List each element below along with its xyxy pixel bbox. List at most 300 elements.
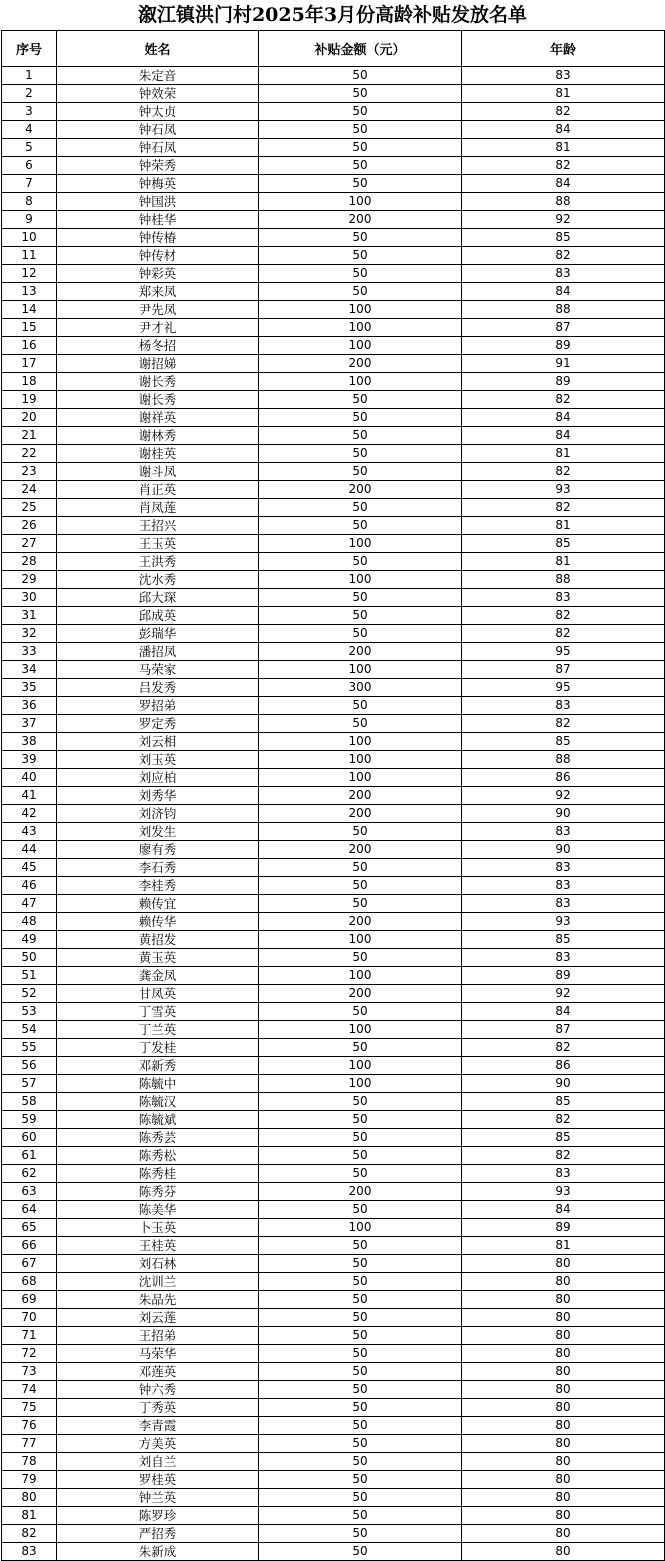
serial-cell: 30 [2, 589, 57, 607]
amount-cell: 50 [259, 445, 462, 463]
amount-cell: 50 [259, 1003, 462, 1021]
age-cell: 81 [462, 85, 665, 103]
age-cell: 90 [462, 1075, 665, 1093]
amount-cell: 50 [259, 1453, 462, 1471]
amount-cell: 50 [259, 517, 462, 535]
amount-cell: 100 [259, 1057, 462, 1075]
name-cell: 罗桂英 [57, 1471, 259, 1489]
name-cell: 甘凤英 [57, 985, 259, 1003]
amount-cell: 50 [259, 859, 462, 877]
table-row [2, 1255, 665, 1273]
name-cell: 邓莲英 [57, 1363, 259, 1381]
name-cell: 肖凤莲 [57, 499, 259, 517]
serial-cell: 3 [2, 103, 57, 121]
table-row [2, 733, 665, 751]
amount-cell: 50 [259, 1327, 462, 1345]
amount-cell: 50 [259, 1111, 462, 1129]
age-cell: 91 [462, 355, 665, 373]
age-cell: 83 [462, 265, 665, 283]
amount-cell: 200 [259, 985, 462, 1003]
serial-cell: 15 [2, 319, 57, 337]
serial-cell: 67 [2, 1255, 57, 1273]
age-cell: 82 [462, 625, 665, 643]
age-cell: 80 [462, 1291, 665, 1309]
age-cell: 80 [462, 1543, 665, 1561]
table-row [2, 859, 665, 877]
amount-cell: 50 [259, 1525, 462, 1543]
table-row [2, 931, 665, 949]
table-row [2, 1489, 665, 1507]
amount-cell: 100 [259, 733, 462, 751]
document-title: 溆江镇洪门村2025年3月份高龄补贴发放名单 [137, 4, 528, 26]
table-row [2, 1165, 665, 1183]
table-row [2, 319, 665, 337]
age-cell: 85 [462, 931, 665, 949]
table-row [2, 1093, 665, 1111]
age-cell: 90 [462, 805, 665, 823]
serial-cell: 41 [2, 787, 57, 805]
table-row [2, 1471, 665, 1489]
table-row [2, 481, 665, 499]
serial-cell: 6 [2, 157, 57, 175]
name-cell: 丁雪英 [57, 1003, 259, 1021]
age-cell: 84 [462, 121, 665, 139]
name-cell: 朱定音 [57, 67, 259, 85]
name-cell: 罗招弟 [57, 697, 259, 715]
serial-cell: 45 [2, 859, 57, 877]
table-row [2, 1435, 665, 1453]
age-cell: 95 [462, 679, 665, 697]
amount-cell: 50 [259, 1417, 462, 1435]
name-cell: 刘秀华 [57, 787, 259, 805]
table-row [2, 139, 665, 157]
age-cell: 82 [462, 607, 665, 625]
serial-cell: 33 [2, 643, 57, 661]
name-cell: 谢桂英 [57, 445, 259, 463]
amount-cell: 50 [259, 823, 462, 841]
amount-cell: 50 [259, 1147, 462, 1165]
table-row [2, 427, 665, 445]
table-row [2, 229, 665, 247]
age-cell: 93 [462, 913, 665, 931]
age-cell: 84 [462, 283, 665, 301]
name-cell: 罗定秀 [57, 715, 259, 733]
serial-cell: 4 [2, 121, 57, 139]
table-row [2, 805, 665, 823]
serial-cell: 83 [2, 1543, 57, 1561]
table-row [2, 1147, 665, 1165]
serial-cell: 18 [2, 373, 57, 391]
table-row [2, 877, 665, 895]
table-row [2, 1219, 665, 1237]
serial-cell: 81 [2, 1507, 57, 1525]
serial-cell: 77 [2, 1435, 57, 1453]
table-row [2, 679, 665, 697]
serial-cell: 43 [2, 823, 57, 841]
header-name: 姓名 [57, 31, 259, 67]
amount-cell: 100 [259, 319, 462, 337]
serial-cell: 19 [2, 391, 57, 409]
amount-cell: 200 [259, 913, 462, 931]
age-cell: 81 [462, 445, 665, 463]
table-row [2, 1399, 665, 1417]
serial-cell: 35 [2, 679, 57, 697]
age-cell: 83 [462, 589, 665, 607]
table-row [2, 121, 665, 139]
table-row [2, 751, 665, 769]
age-cell: 84 [462, 1003, 665, 1021]
serial-cell: 57 [2, 1075, 57, 1093]
table-row [2, 391, 665, 409]
serial-cell: 27 [2, 535, 57, 553]
amount-cell: 50 [259, 499, 462, 517]
name-cell: 严招秀 [57, 1525, 259, 1543]
age-cell: 80 [462, 1309, 665, 1327]
amount-cell: 100 [259, 751, 462, 769]
serial-cell: 48 [2, 913, 57, 931]
name-cell: 李桂秀 [57, 877, 259, 895]
serial-cell: 52 [2, 985, 57, 1003]
amount-cell: 50 [259, 229, 462, 247]
age-cell: 80 [462, 1489, 665, 1507]
serial-cell: 62 [2, 1165, 57, 1183]
table-row [2, 787, 665, 805]
name-cell: 钟六秀 [57, 1381, 259, 1399]
amount-cell: 200 [259, 481, 462, 499]
serial-cell: 42 [2, 805, 57, 823]
table-row [2, 697, 665, 715]
name-cell: 潘招凤 [57, 643, 259, 661]
name-cell: 刘应柏 [57, 769, 259, 787]
serial-cell: 59 [2, 1111, 57, 1129]
table-row [2, 661, 665, 679]
name-cell: 钟荣秀 [57, 157, 259, 175]
name-cell: 刘济钧 [57, 805, 259, 823]
serial-cell: 82 [2, 1525, 57, 1543]
name-cell: 刘发生 [57, 823, 259, 841]
age-cell: 87 [462, 661, 665, 679]
serial-cell: 40 [2, 769, 57, 787]
subsidy-table [1, 30, 665, 1561]
table-row [2, 211, 665, 229]
age-cell: 80 [462, 1273, 665, 1291]
age-cell: 83 [462, 67, 665, 85]
name-cell: 钟太贞 [57, 103, 259, 121]
name-cell: 郑来凤 [57, 283, 259, 301]
serial-cell: 51 [2, 967, 57, 985]
table-row [2, 535, 665, 553]
amount-cell: 200 [259, 787, 462, 805]
serial-cell: 32 [2, 625, 57, 643]
table-row [2, 1111, 665, 1129]
name-cell: 丁发桂 [57, 1039, 259, 1057]
table-row [2, 1507, 665, 1525]
name-cell: 谢斗凤 [57, 463, 259, 481]
serial-cell: 73 [2, 1363, 57, 1381]
age-cell: 81 [462, 1237, 665, 1255]
name-cell: 赖传华 [57, 913, 259, 931]
table-row [2, 175, 665, 193]
age-cell: 82 [462, 247, 665, 265]
name-cell: 邱大琛 [57, 589, 259, 607]
name-cell: 尹先凤 [57, 301, 259, 319]
table-row [2, 517, 665, 535]
age-cell: 81 [462, 139, 665, 157]
amount-cell: 50 [259, 427, 462, 445]
age-cell: 82 [462, 1039, 665, 1057]
age-cell: 80 [462, 1327, 665, 1345]
amount-cell: 50 [259, 1507, 462, 1525]
amount-cell: 50 [259, 1039, 462, 1057]
age-cell: 92 [462, 985, 665, 1003]
table-row [2, 355, 665, 373]
serial-cell: 20 [2, 409, 57, 427]
name-cell: 陈秀芬 [57, 1183, 259, 1201]
name-cell: 马荣家 [57, 661, 259, 679]
table-row [2, 157, 665, 175]
table-row [2, 103, 665, 121]
table-row [2, 409, 665, 427]
name-cell: 钟梅英 [57, 175, 259, 193]
serial-cell: 54 [2, 1021, 57, 1039]
table-row [2, 895, 665, 913]
table-row [2, 265, 665, 283]
age-cell: 87 [462, 1021, 665, 1039]
name-cell: 钟石凤 [57, 139, 259, 157]
name-cell: 王玉英 [57, 535, 259, 553]
table-row [2, 463, 665, 481]
name-cell: 吕发秀 [57, 679, 259, 697]
table-row [2, 1291, 665, 1309]
age-cell: 80 [462, 1363, 665, 1381]
serial-cell: 70 [2, 1309, 57, 1327]
name-cell: 陈毓汉 [57, 1093, 259, 1111]
name-cell: 王招弟 [57, 1327, 259, 1345]
serial-cell: 75 [2, 1399, 57, 1417]
amount-cell: 100 [259, 571, 462, 589]
age-cell: 83 [462, 877, 665, 895]
header-subsidy-amount: 补贴金额（元） [259, 31, 462, 67]
amount-cell: 50 [259, 67, 462, 85]
amount-cell: 200 [259, 805, 462, 823]
serial-cell: 7 [2, 175, 57, 193]
name-cell: 邓新秀 [57, 1057, 259, 1075]
name-cell: 钟国洪 [57, 193, 259, 211]
age-cell: 84 [462, 175, 665, 193]
age-cell: 80 [462, 1471, 665, 1489]
age-cell: 80 [462, 1381, 665, 1399]
amount-cell: 50 [259, 409, 462, 427]
amount-cell: 50 [259, 157, 462, 175]
name-cell: 尹才礼 [57, 319, 259, 337]
name-cell: 钟传材 [57, 247, 259, 265]
serial-cell: 22 [2, 445, 57, 463]
amount-cell: 200 [259, 1183, 462, 1201]
serial-cell: 76 [2, 1417, 57, 1435]
table-row [2, 1075, 665, 1093]
age-cell: 84 [462, 427, 665, 445]
serial-cell: 24 [2, 481, 57, 499]
amount-cell: 50 [259, 1129, 462, 1147]
serial-cell: 44 [2, 841, 57, 859]
age-cell: 83 [462, 949, 665, 967]
age-cell: 81 [462, 517, 665, 535]
age-cell: 92 [462, 211, 665, 229]
age-cell: 93 [462, 1183, 665, 1201]
serial-cell: 11 [2, 247, 57, 265]
age-cell: 93 [462, 481, 665, 499]
serial-cell: 63 [2, 1183, 57, 1201]
table-row [2, 1453, 665, 1471]
amount-cell: 50 [259, 607, 462, 625]
table-row [2, 1417, 665, 1435]
name-cell: 谢祥英 [57, 409, 259, 427]
serial-cell: 12 [2, 265, 57, 283]
age-cell: 86 [462, 769, 665, 787]
age-cell: 86 [462, 1057, 665, 1075]
name-cell: 陈美华 [57, 1201, 259, 1219]
amount-cell: 50 [259, 1381, 462, 1399]
serial-cell: 1 [2, 67, 57, 85]
serial-cell: 25 [2, 499, 57, 517]
serial-cell: 8 [2, 193, 57, 211]
amount-cell: 50 [259, 121, 462, 139]
serial-cell: 80 [2, 1489, 57, 1507]
amount-cell: 50 [259, 1165, 462, 1183]
serial-cell: 61 [2, 1147, 57, 1165]
table-row [2, 1543, 665, 1561]
amount-cell: 50 [259, 697, 462, 715]
name-cell: 钟兰英 [57, 1489, 259, 1507]
serial-cell: 28 [2, 553, 57, 571]
name-cell: 谢林秀 [57, 427, 259, 445]
amount-cell: 200 [259, 643, 462, 661]
header-serial-number: 序号 [2, 31, 57, 67]
amount-cell: 50 [259, 1471, 462, 1489]
age-cell: 80 [462, 1399, 665, 1417]
name-cell: 王桂英 [57, 1237, 259, 1255]
serial-cell: 37 [2, 715, 57, 733]
amount-cell: 50 [259, 247, 462, 265]
table-row [2, 1363, 665, 1381]
amount-cell: 100 [259, 535, 462, 553]
name-cell: 丁秀英 [57, 1399, 259, 1417]
amount-cell: 50 [259, 1237, 462, 1255]
age-cell: 80 [462, 1255, 665, 1273]
name-cell: 龚金凤 [57, 967, 259, 985]
serial-cell: 26 [2, 517, 57, 535]
amount-cell: 100 [259, 661, 462, 679]
name-cell: 李石秀 [57, 859, 259, 877]
table-row [2, 913, 665, 931]
name-cell: 朱新成 [57, 1543, 259, 1561]
age-cell: 80 [462, 1345, 665, 1363]
age-cell: 83 [462, 859, 665, 877]
name-cell: 朱品先 [57, 1291, 259, 1309]
age-cell: 82 [462, 499, 665, 517]
name-cell: 马荣华 [57, 1345, 259, 1363]
name-cell: 沈训兰 [57, 1273, 259, 1291]
amount-cell: 50 [259, 1093, 462, 1111]
table-row [2, 949, 665, 967]
name-cell: 黄玉英 [57, 949, 259, 967]
amount-cell: 200 [259, 841, 462, 859]
name-cell: 陈秀松 [57, 1147, 259, 1165]
age-cell: 89 [462, 1219, 665, 1237]
amount-cell: 100 [259, 193, 462, 211]
name-cell: 杨冬招 [57, 337, 259, 355]
serial-cell: 13 [2, 283, 57, 301]
age-cell: 82 [462, 1147, 665, 1165]
table-row [2, 841, 665, 859]
amount-cell: 100 [259, 931, 462, 949]
serial-cell: 14 [2, 301, 57, 319]
table-row [2, 643, 665, 661]
serial-cell: 16 [2, 337, 57, 355]
age-cell: 82 [462, 391, 665, 409]
table-row [2, 373, 665, 391]
age-cell: 85 [462, 1129, 665, 1147]
age-cell: 92 [462, 787, 665, 805]
name-cell: 钟传椿 [57, 229, 259, 247]
table-row [2, 967, 665, 985]
amount-cell: 50 [259, 463, 462, 481]
table-row [2, 1525, 665, 1543]
amount-cell: 50 [259, 1201, 462, 1219]
name-cell: 王招兴 [57, 517, 259, 535]
amount-cell: 50 [259, 103, 462, 121]
age-cell: 85 [462, 1093, 665, 1111]
age-cell: 81 [462, 553, 665, 571]
amount-cell: 100 [259, 769, 462, 787]
name-cell: 陈秀芸 [57, 1129, 259, 1147]
table-row [2, 301, 665, 319]
serial-cell: 66 [2, 1237, 57, 1255]
header-row [2, 31, 665, 67]
amount-cell: 100 [259, 1219, 462, 1237]
age-cell: 83 [462, 697, 665, 715]
amount-cell: 50 [259, 553, 462, 571]
amount-cell: 50 [259, 895, 462, 913]
serial-cell: 58 [2, 1093, 57, 1111]
name-cell: 肖正英 [57, 481, 259, 499]
table-row [2, 283, 665, 301]
name-cell: 李青霞 [57, 1417, 259, 1435]
age-cell: 95 [462, 643, 665, 661]
serial-cell: 47 [2, 895, 57, 913]
amount-cell: 50 [259, 1543, 462, 1561]
amount-cell: 100 [259, 337, 462, 355]
serial-cell: 36 [2, 697, 57, 715]
table-row [2, 247, 665, 265]
amount-cell: 50 [259, 1435, 462, 1453]
name-cell: 谢长秀 [57, 391, 259, 409]
header-age: 年龄 [462, 31, 665, 67]
amount-cell: 50 [259, 1489, 462, 1507]
serial-cell: 55 [2, 1039, 57, 1057]
table-row [2, 769, 665, 787]
table-row [2, 1345, 665, 1363]
table-row [2, 1237, 665, 1255]
serial-cell: 10 [2, 229, 57, 247]
name-cell: 陈毓中 [57, 1075, 259, 1093]
amount-cell: 50 [259, 1309, 462, 1327]
amount-cell: 50 [259, 175, 462, 193]
amount-cell: 50 [259, 1399, 462, 1417]
serial-cell: 38 [2, 733, 57, 751]
table-row [2, 1309, 665, 1327]
amount-cell: 100 [259, 373, 462, 391]
